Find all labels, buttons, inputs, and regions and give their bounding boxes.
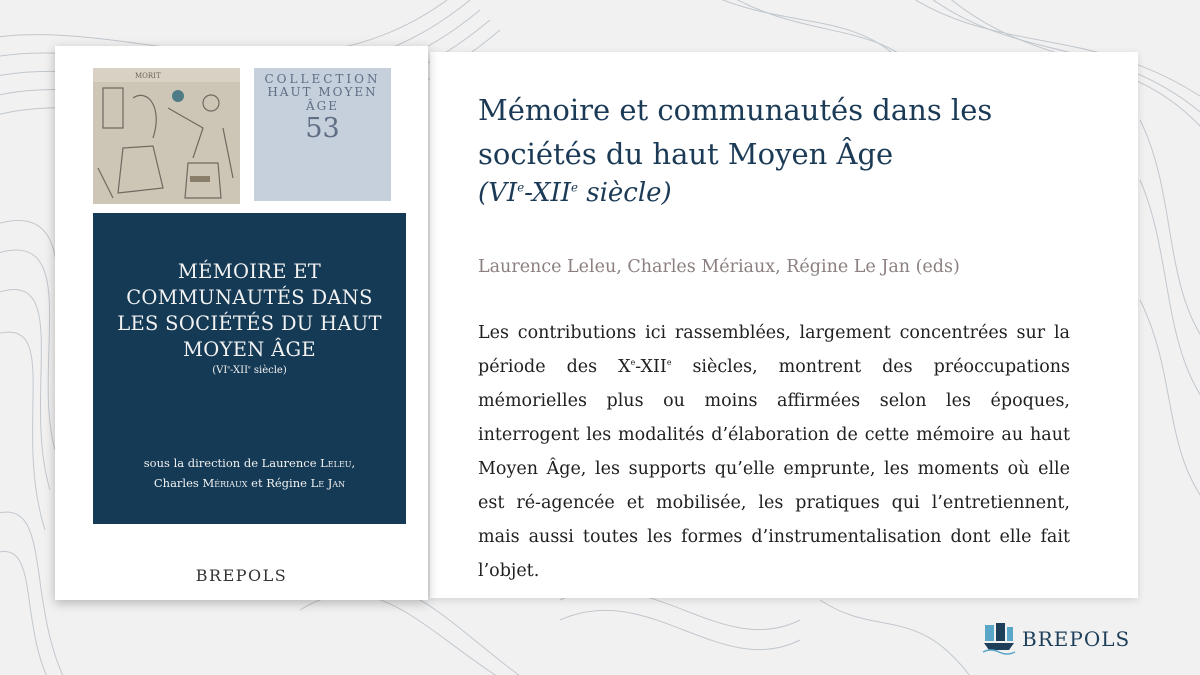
collection-box [254,68,391,201]
manuscript-drawing [93,68,240,204]
collection-series-name: HAUT MOYEN ÂGE [267,85,378,113]
cover-title-panel [93,213,406,524]
cover-period: (VIe-XIIe siècle) [212,365,287,376]
collection-label: COLLECTION [264,72,381,86]
logo-text: BREPOLS [1022,627,1131,651]
brepols-logo [982,618,1132,658]
cover-publisher: BREPOLS [195,566,288,585]
cover-editors: sous la direction de Laurence Leleu, Charles Mériaux et Régine Le Jan [143,456,356,490]
book-cover [55,46,428,600]
cover-title: MÉMOIRE ET COMMUNAUTÉS DANS LES SOCIÉTÉS DU HAUT MOYEN ÂGE [117,260,382,361]
manuscript-label: MORIT [135,72,161,80]
book-subtitle-period: (VIe-XIIe siècle) [478,178,672,208]
ship-logo-icon [982,621,1016,655]
collection-number: 53 [305,113,340,144]
book-editors: Laurence Leleu, Charles Mériaux, Régine Le Jan (eds) [478,257,960,277]
manuscript-illustration [93,68,240,204]
book-title: Mémoire et communautés dans les sociétés du haut Moyen Âge [478,93,993,171]
book-info-card [430,52,1138,598]
book-description: Les contributions ici rassemblées, largement concentrées sur la période des Xe-XIIe siècles, montrent des préoccupations mémorielles plus ou moins affirmées selon les époques, interrogent les modalités d’élaboration de cette mémoire au haut Moyen Âge, les supports qu’elle emprunte, les moments où elle est ré-agencée et mobilisée, les pratiques qui l’entretiennent, mais aussi toutes les formes d’instrumentalisation dont elle fait l’objet. [478,323,1070,581]
